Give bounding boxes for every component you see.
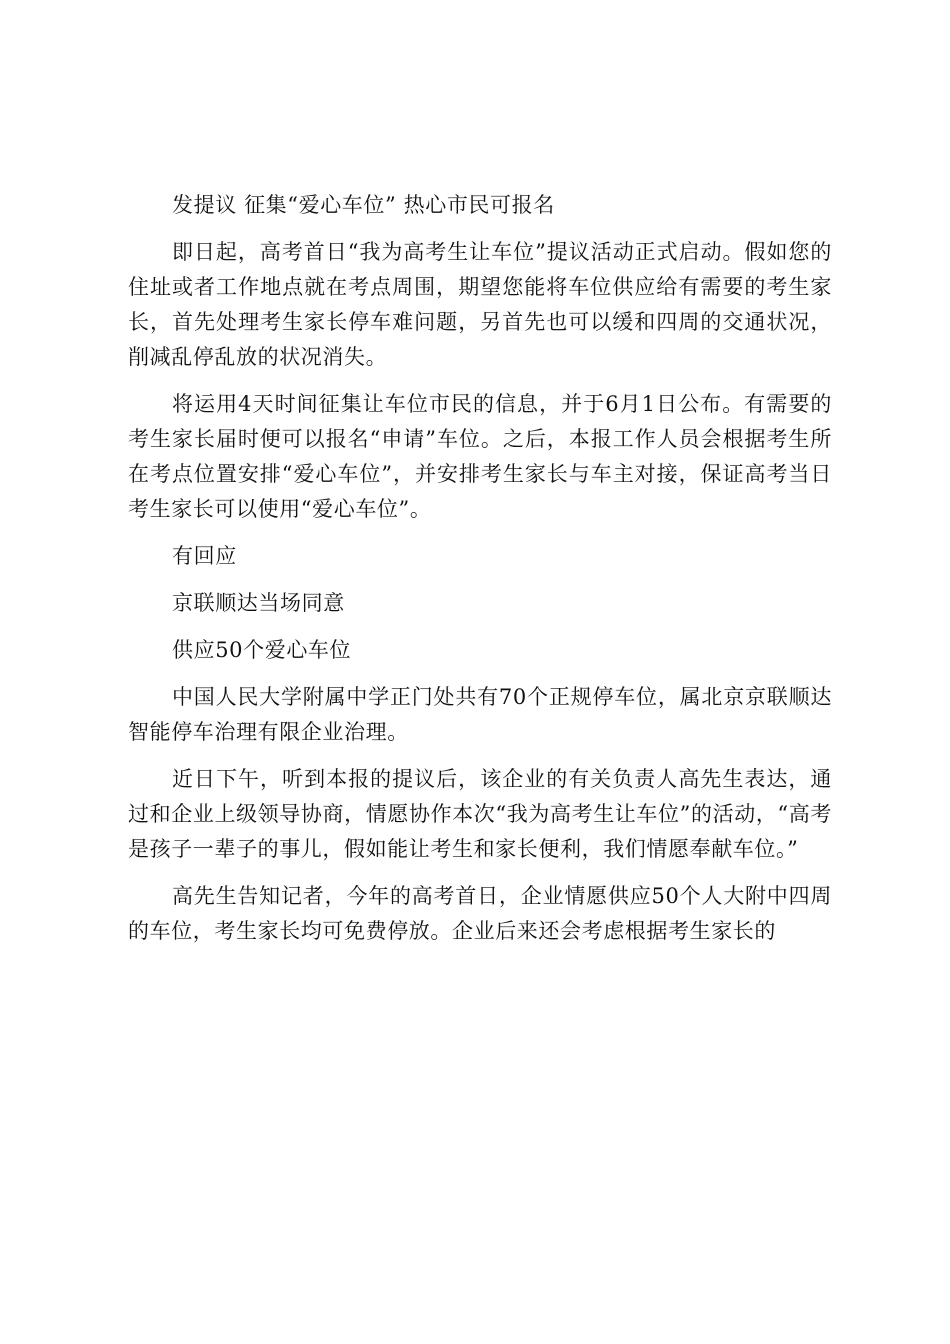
- body-paragraph: 高先生告知记者，今年的高考首日，企业情愿供应50个人大附中四周的车位，考生家长均可免费停放。企业后来还会考虑根据考生家长的: [128, 884, 832, 943]
- body-paragraph: 即日起，高考首日“我为高考生让车位”提议活动正式启动。假如您的住址或者工作地点就在考点周围，期望您能将车位供应给有需要的考生家长，首先处理考生家长停车难问题，另首先也可以缓和四周的交通状况，削减乱停乱放的状况消失。: [128, 240, 832, 369]
- body-paragraph: 中国人民大学附属中学正门处共有70个正规停车位，属北京京联顺达智能停车治理有限企业治理。: [128, 685, 832, 744]
- subheading-paragraph: 供应50个爱心车位: [172, 638, 352, 662]
- article-body: [128, 188, 832, 949]
- body-paragraph: 将运用4天时间征集让车位市民的信息，并于6月1日公布。有需要的考生家长届时便可以报名“申请”车位。之后，本报工作人员会根据考生所在考点位置安排“爱心车位”，并安排考生家长与车主对接，保证高考当日考生家长可以使用“爱心车位”。: [128, 392, 832, 521]
- subheading-paragraph: 京联顺达当场同意: [172, 591, 345, 615]
- subheading-paragraph: 有回应: [172, 544, 237, 568]
- headline-paragraph: 发提议 征集“爱心车位” 热心市民可报名: [172, 193, 555, 217]
- body-paragraph: 近日下午，听到本报的提议后，该企业的有关负责人高先生表达，通过和企业上级领导协商，情愿协作本次“我为高考生让车位”的活动，“高考是孩子一辈子的事儿，假如能让考生和家长便利，我们情愿奉献车位。”: [128, 767, 832, 861]
